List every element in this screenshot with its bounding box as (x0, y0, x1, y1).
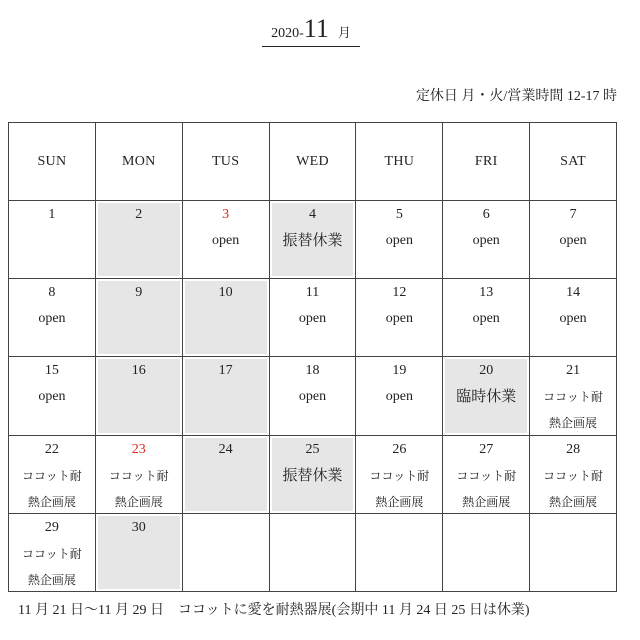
day-cell-19 (356, 357, 443, 435)
weekday-header-sat: SAT (530, 123, 617, 201)
day-number: 3 (222, 207, 230, 223)
title-month-suffix: 月 (337, 25, 351, 40)
day-number: 5 (395, 207, 403, 223)
day-cell-29 (9, 514, 96, 592)
day-note: ココット耐 (22, 546, 82, 561)
day-number: 2 (135, 207, 143, 223)
empty-day-cell (530, 514, 617, 592)
day-number: 13 (479, 285, 494, 301)
day-cell-24 (183, 436, 270, 514)
day-note: 熱企画展 (549, 416, 598, 431)
day-number: 8 (48, 285, 56, 301)
weekday-header-fri: FRI (443, 123, 530, 201)
day-cell-23 (96, 436, 183, 514)
empty-day-cell (183, 514, 270, 592)
calendar-title (262, 13, 360, 47)
day-cell-27 (443, 436, 530, 514)
title-year: 2020- (271, 26, 304, 41)
day-number: 24 (218, 441, 233, 457)
calendar-grid (8, 122, 617, 592)
day-cell-20 (443, 357, 530, 435)
weekday-header-sun: SUN (9, 123, 96, 201)
day-note: 熱企画展 (27, 572, 76, 587)
day-note: 熱企画展 (375, 494, 424, 509)
day-note: 熱企画展 (549, 494, 598, 509)
day-number: 12 (392, 285, 407, 301)
day-cell-1 (9, 201, 96, 279)
day-note: 振替休業 (282, 233, 343, 250)
open-label: open (298, 389, 327, 405)
day-cell-3 (183, 201, 270, 279)
day-number: 17 (218, 363, 233, 379)
day-cell-18 (270, 357, 357, 435)
day-cell-21 (530, 357, 617, 435)
day-number: 25 (305, 441, 320, 457)
day-note: 臨時休業 (456, 389, 517, 406)
day-number: 4 (308, 207, 316, 223)
day-note: ココット耐 (456, 468, 517, 483)
day-cell-15 (9, 357, 96, 435)
day-number: 27 (479, 441, 494, 457)
weekday-header-mon: MON (96, 123, 183, 201)
day-number: 29 (44, 519, 59, 535)
day-number: 14 (566, 285, 581, 301)
day-note: 熱企画展 (114, 494, 163, 509)
day-number: 21 (566, 363, 581, 379)
day-note: ココット耐 (22, 468, 82, 483)
exhibition-footer-note: 11 月 21 日〜11 月 29 日 ココットに愛を耐熱器展(会期中 11 月 24 日 25 日は休業) (18, 603, 530, 618)
business-hours-notice: 定休日 月・火/営業時間 12-17 時 (415, 89, 617, 104)
open-label: open (385, 311, 413, 327)
empty-day-cell (356, 514, 443, 592)
day-cell-2 (96, 201, 183, 279)
day-note: ココット耐 (543, 390, 603, 405)
open-label: open (385, 389, 413, 405)
day-cell-10 (183, 279, 270, 357)
open-label: open (559, 311, 587, 327)
open-label: open (472, 311, 500, 327)
day-number: 26 (392, 441, 407, 457)
day-number: 19 (392, 363, 407, 379)
day-number: 28 (566, 441, 581, 457)
day-note: ココット耐 (543, 468, 603, 483)
day-note: 熱企画展 (27, 494, 76, 509)
day-cell-22 (9, 436, 96, 514)
title-month: 11 (303, 14, 329, 43)
empty-day-cell (443, 514, 530, 592)
day-number: 20 (479, 363, 494, 379)
open-label: open (559, 233, 587, 249)
open-label: open (298, 311, 327, 327)
day-cell-8 (9, 279, 96, 357)
day-cell-26 (356, 436, 443, 514)
weekday-header-thu: THU (356, 123, 443, 201)
day-cell-12 (356, 279, 443, 357)
day-cell-17 (183, 357, 270, 435)
day-number: 9 (135, 285, 143, 301)
weekday-header-wed: WED (270, 123, 357, 201)
day-cell-16 (96, 357, 183, 435)
weekday-header-tus: TUS (183, 123, 270, 201)
day-number: 18 (305, 363, 320, 379)
open-label: open (38, 311, 66, 327)
open-label: open (385, 233, 413, 249)
day-number: 23 (131, 441, 146, 457)
day-number: 15 (44, 363, 59, 379)
day-cell-14 (530, 279, 617, 357)
day-number: 11 (305, 285, 320, 301)
day-number: 16 (131, 363, 146, 379)
day-cell-6 (443, 201, 530, 279)
day-note: 熱企画展 (462, 494, 511, 509)
open-label: open (472, 233, 500, 249)
day-number: 6 (482, 207, 490, 223)
day-cell-13 (443, 279, 530, 357)
day-cell-30 (96, 514, 183, 592)
day-number: 1 (48, 207, 56, 223)
day-cell-9 (96, 279, 183, 357)
open-label: open (212, 233, 240, 249)
day-number: 22 (44, 441, 59, 457)
day-note: ココット耐 (108, 468, 169, 483)
day-cell-11 (270, 279, 357, 357)
day-number: 7 (569, 207, 577, 223)
open-label: open (38, 389, 66, 405)
day-cell-28 (530, 436, 617, 514)
day-number: 30 (131, 519, 146, 535)
day-cell-5 (356, 201, 443, 279)
day-note: ココット耐 (369, 468, 430, 483)
day-cell-4 (270, 201, 357, 279)
day-number: 10 (218, 285, 233, 301)
day-cell-25 (270, 436, 357, 514)
empty-day-cell (270, 514, 357, 592)
day-note: 振替休業 (282, 467, 343, 484)
day-cell-7 (530, 201, 617, 279)
